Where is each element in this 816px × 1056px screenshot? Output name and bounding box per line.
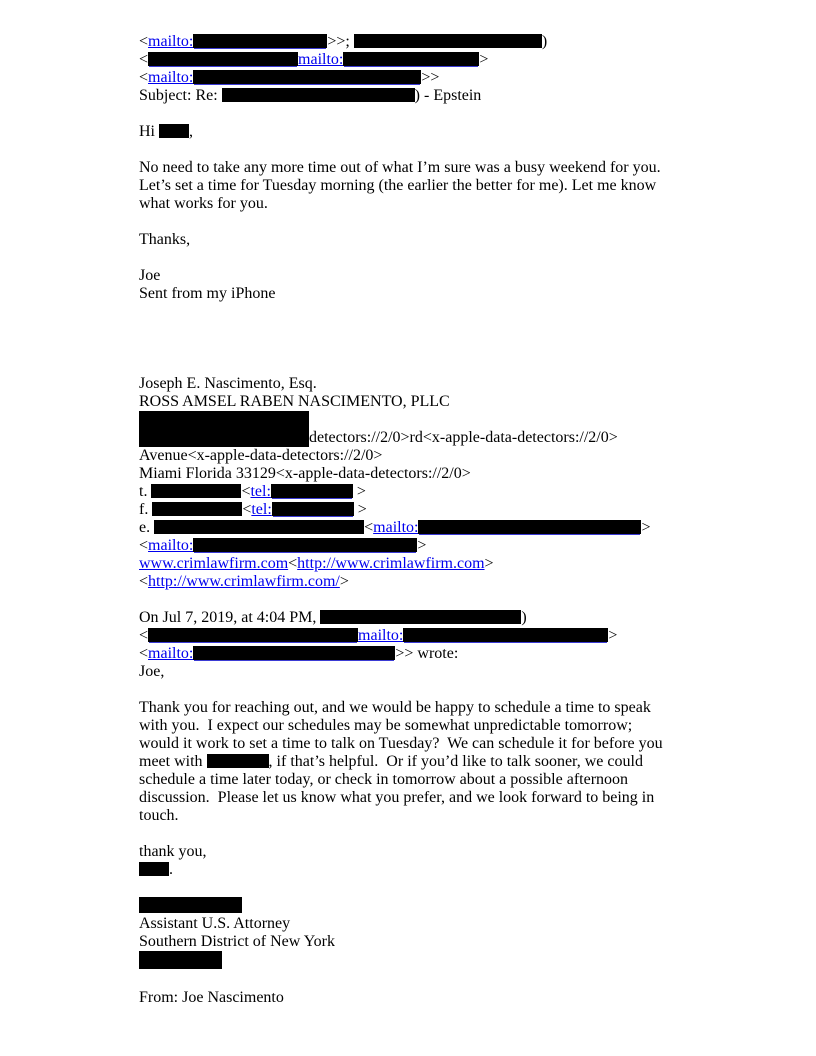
text-segment: touch. xyxy=(139,807,179,824)
redaction-bar xyxy=(403,628,608,642)
text-segment: > xyxy=(417,537,427,554)
email-line xyxy=(139,843,786,861)
email-line xyxy=(139,735,786,753)
text-segment: Thank you for reaching out, and we would be happy to schedule a time to speak xyxy=(139,699,651,716)
text-segment: meet with xyxy=(139,753,207,770)
mailto-link[interactable]: mailto: xyxy=(148,69,194,86)
redaction-bar xyxy=(193,646,395,660)
text-segment: Southern District of New York xyxy=(139,933,335,950)
email-line xyxy=(139,717,786,735)
redaction-block xyxy=(139,430,309,444)
redaction-bar xyxy=(148,628,358,642)
redaction-bar xyxy=(154,520,364,534)
redaction-bar xyxy=(151,484,241,498)
email-line xyxy=(139,249,786,267)
text-segment: >> xyxy=(421,69,440,86)
redaction-bar xyxy=(139,951,222,969)
text-segment: > xyxy=(484,555,494,572)
email-line xyxy=(139,105,786,123)
text-segment: On Jul 7, 2019, at 4:04 PM, xyxy=(139,609,321,626)
text-segment: ) xyxy=(521,609,527,626)
email-line xyxy=(139,483,786,501)
text-segment: > xyxy=(339,573,349,590)
email-line xyxy=(139,393,786,411)
email-line xyxy=(139,321,786,339)
text-segment: > xyxy=(641,519,651,536)
email-line xyxy=(139,447,786,465)
email-line xyxy=(139,339,786,357)
mailto-link[interactable]: mailto: xyxy=(358,627,404,644)
email-line xyxy=(139,789,786,807)
redaction-bar xyxy=(207,754,269,768)
text-segment: t. xyxy=(139,483,152,500)
url-link[interactable]: http://www.crimlawfirm.com xyxy=(297,555,485,572)
email-line xyxy=(139,33,786,51)
url-link[interactable]: www.crimlawfirm.com xyxy=(139,555,289,572)
email-line xyxy=(139,971,786,989)
email-line xyxy=(139,951,786,971)
text-segment: ) - Epstein xyxy=(414,87,482,104)
redaction-bar xyxy=(320,610,521,624)
mailto-link[interactable]: mailto: xyxy=(148,33,194,50)
email-line xyxy=(139,267,786,285)
email-line xyxy=(139,609,786,627)
email-document xyxy=(139,33,786,1007)
text-segment: e. xyxy=(139,519,155,536)
redaction-bar xyxy=(343,52,479,66)
text-segment: < xyxy=(139,627,149,644)
email-line xyxy=(139,627,786,645)
email-line xyxy=(139,519,786,537)
text-segment: Joseph E. Nascimento, Esq. xyxy=(139,375,317,392)
text-segment: < xyxy=(139,33,149,50)
text-segment: < xyxy=(139,51,149,68)
email-line xyxy=(139,375,786,393)
email-line xyxy=(139,159,786,177)
email-line xyxy=(139,213,786,231)
email-line xyxy=(139,897,786,915)
email-line xyxy=(139,933,786,951)
email-line xyxy=(139,807,786,825)
redaction-bar xyxy=(354,34,542,48)
redaction-bar xyxy=(193,34,327,48)
redaction-bar xyxy=(418,520,641,534)
text-segment: > xyxy=(479,51,489,68)
text-segment: > xyxy=(353,501,367,518)
text-segment: >>; xyxy=(327,33,354,50)
text-segment: schedule a time later today, or check in tomorrow about a possible afternoon xyxy=(139,771,629,788)
email-line xyxy=(139,555,786,573)
tel-link[interactable]: tel: xyxy=(251,501,272,518)
email-line xyxy=(139,69,786,87)
email-line xyxy=(139,123,786,141)
text-segment: Joe, xyxy=(139,663,165,680)
email-line xyxy=(139,825,786,843)
text-segment: < xyxy=(364,519,374,536)
text-segment: From: Joe Nascimento xyxy=(139,989,284,1006)
email-line xyxy=(139,303,786,321)
text-segment: >> wrote: xyxy=(395,645,459,662)
redaction-bar xyxy=(152,502,242,516)
email-line xyxy=(139,645,786,663)
email-line xyxy=(139,537,786,555)
text-segment: > xyxy=(608,627,618,644)
text-segment: < xyxy=(241,483,251,500)
email-line xyxy=(139,861,786,879)
text-segment: > xyxy=(352,483,366,500)
email-line xyxy=(139,141,786,159)
text-segment: . xyxy=(169,861,173,878)
text-segment: what works for you. xyxy=(139,195,268,212)
redaction-bar xyxy=(222,88,415,102)
email-line xyxy=(139,195,786,213)
email-line xyxy=(139,429,786,447)
text-segment: , if that’s helpful. Or if you’d like to talk sooner, we could xyxy=(268,753,643,770)
email-line xyxy=(139,989,786,1007)
email-line xyxy=(139,177,786,195)
mailto-link[interactable]: mailto: xyxy=(148,645,194,662)
email-line xyxy=(139,573,786,591)
email-line xyxy=(139,753,786,771)
text-segment: thank you, xyxy=(139,843,207,860)
text-segment: Miami Florida 33129<x-apple-data-detectors://2/0> xyxy=(139,465,471,482)
text-segment: Assistant U.S. Attorney xyxy=(139,915,291,932)
redaction-bar xyxy=(139,862,169,876)
email-line xyxy=(139,771,786,789)
text-segment: < xyxy=(242,501,252,518)
text-segment: < xyxy=(139,645,149,662)
text-segment: Thanks, xyxy=(139,231,191,248)
email-line xyxy=(139,699,786,717)
redaction-bar xyxy=(271,484,353,498)
email-line xyxy=(139,879,786,897)
mailto-link[interactable]: mailto: xyxy=(298,51,344,68)
redaction-bar xyxy=(148,52,298,66)
text-segment: Avenue<x-apple-data-detectors://2/0> xyxy=(139,447,383,464)
email-line xyxy=(139,681,786,699)
text-segment: ROSS AMSEL RABEN NASCIMENTO, PLLC xyxy=(139,393,450,410)
tel-link[interactable]: tel: xyxy=(250,483,271,500)
text-segment: Hi xyxy=(139,123,159,140)
text-segment: ) xyxy=(541,33,548,50)
text-segment: Sent from my iPhone xyxy=(139,285,276,302)
text-segment: detectors://2/0>rd<x-apple-data-detectors://2/0> xyxy=(309,429,618,446)
text-segment: Joe xyxy=(139,267,161,284)
url-link[interactable]: http://www.crimlawfirm.com/ xyxy=(148,573,340,590)
email-line xyxy=(139,231,786,249)
redaction-bar xyxy=(272,502,354,516)
redaction-bar xyxy=(139,897,242,913)
email-line xyxy=(139,501,786,519)
text-segment: would it work to set a time to talk on Tuesday? We can schedule it for before you xyxy=(139,735,663,752)
email-line xyxy=(139,357,786,375)
text-segment: , xyxy=(189,123,193,140)
text-segment: Let’s set a time for Tuesday morning (the earlier the better for me). Let me know xyxy=(139,177,657,194)
email-line xyxy=(139,663,786,681)
email-line xyxy=(139,591,786,609)
email-line xyxy=(139,465,786,483)
email-line xyxy=(139,87,786,105)
text-segment: No need to take any more time out of what I’m sure was a busy weekend for you. xyxy=(139,159,661,176)
text-segment: < xyxy=(288,555,298,572)
email-line xyxy=(139,285,786,303)
text-segment: Subject: Re: xyxy=(139,87,222,104)
text-segment: discussion. Please let us know what you prefer, and we look forward to being in xyxy=(139,789,655,806)
email-line xyxy=(139,915,786,933)
text-segment: < xyxy=(139,573,149,590)
redaction-bar xyxy=(159,124,189,138)
text-segment: < xyxy=(139,537,149,554)
redaction-bar xyxy=(193,70,421,84)
text-segment: f. xyxy=(139,501,153,518)
mailto-link[interactable]: mailto: xyxy=(373,519,419,536)
email-line xyxy=(139,51,786,69)
redaction-bar xyxy=(193,538,417,552)
mailto-link[interactable]: mailto: xyxy=(148,537,194,554)
text-segment: with you. I expect our schedules may be somewhat unpredictable tomorrow; xyxy=(139,717,633,734)
text-segment: < xyxy=(139,69,149,86)
redaction-bar xyxy=(139,411,309,447)
